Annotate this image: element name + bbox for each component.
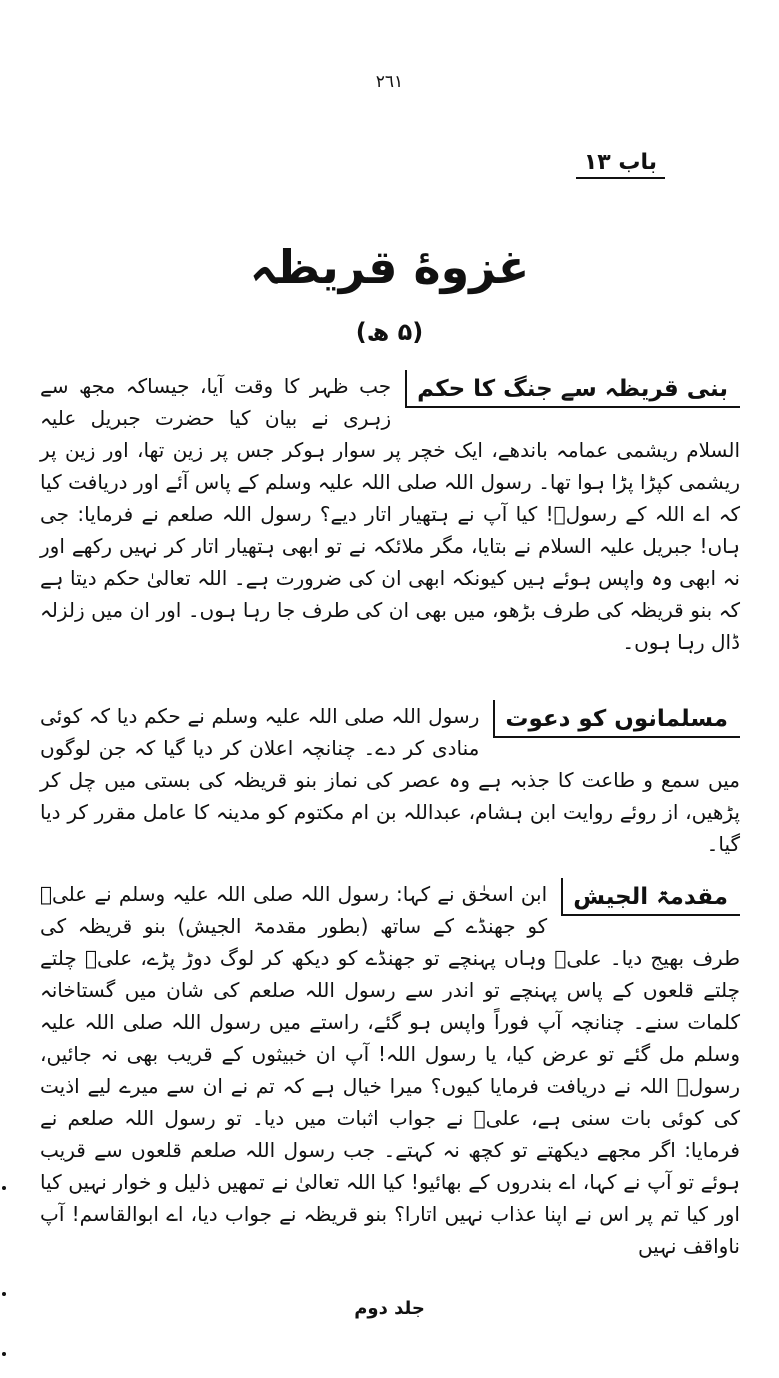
section-text: جب ظہر کا وقت آیا، جیساکہ مجھ سے زہری نے بیان کیا حضرت جبریل علیہ السلام ریشمی عمامہ باندھے، ایک خچر پر سوار ہوکر جس پر زین تھا، اور زین پر ریشمی کپڑا پڑا ہوا تھا۔ رسول اللہ صلی اللہ علیہ وسلم کے پاس آئے اور دریافت کیا کہ اے اللہ کے رسولؐ! کیا آپ نے ہتھیار اتار دیے؟ رسول اللہ صلعم نے فرمایا: جی ہاں! جبریل علیہ السلام نے بتایا، مگر ملائکہ نے تو ابھی ہتھیار اتار کر نہیں رکھے اور نہ ابھی وہ واپس ہوئے ہیں کیونکہ ابھی ان کی ضرورت ہے۔ اللہ تعالیٰ حکم دیتا ہے کہ بنو قریظہ کی طرف بڑھو، میں بھی ان کی طرف جا رہا ہوں۔ اور ان میں زلزلہ ڈال رہا ہوں۔: [40, 374, 740, 654]
section-heading: مقدمۃ الجیش: [561, 878, 740, 916]
page-title: غزوهٔ قریظہ: [249, 240, 530, 294]
section-1: [40, 370, 740, 658]
chapter-label: باب ۱۳: [583, 150, 657, 175]
section-heading: بنی قریظہ سے جنگ کا حکم: [405, 370, 740, 408]
section-text: رسول اللہ صلی اللہ علیہ وسلم نے حکم دیا کہ کوئی منادی کر دے۔ چنانچہ اعلان کر دیا گیا کہ جن لوگوں میں سمع و طاعت کا جذبہ ہے وہ عصر کی نماز بنو قریظہ کی بستی میں چل کر پڑھیں، از روئے روایت ابن ہشام، عبداللہ بن ام مکتوم کو مدینہ کا عامل مقرر کر دیا گیا۔: [40, 704, 740, 856]
page-subtitle: (۵ ھ): [355, 318, 424, 346]
scan-edge-mark: [2, 1186, 6, 1190]
page-number: ٢٦١: [375, 72, 404, 92]
section-heading: مسلمانوں کو دعوت: [493, 700, 740, 738]
scan-edge-mark: [2, 1352, 6, 1356]
volume-footer: جلد دوم: [354, 1298, 425, 1319]
section-3: [40, 878, 740, 1262]
scan-edge-mark: [2, 1292, 6, 1296]
section-text: ابن اسحٰق نے کہا: رسول اللہ صلی اللہ علیہ وسلم نے علیؓ کو جھنڈے کے ساتھ (بطور مقدمۃ الجیش) بنو قریظہ کی طرف بھیج دیا۔ علیؓ وہاں پہنچے تو جھنڈے کو دیکھ کر لوگ دوڑ پڑے، علیؓ چلتے چلتے قلعوں کے پاس پہنچے تو اندر سے رسول اللہ صلعم کی شان میں گستاخانہ کلمات سنے۔ چنانچہ آپ فوراً واپس ہو گئے، راستے میں رسول اللہ صلی اللہ علیہ وسلم مل گئے تو عرض کیا، یا رسول اللہ! آپ ان خبیثوں کے قریب بھی نہ جائیں، رسولؐ اللہ نے دریافت فرمایا کیوں؟ میرا خیال ہے کہ تم نے ان سے میرے لیے اذیت کی کوئی بات سنی ہے، علیؓ نے جواب اثبات میں دیا۔ تو رسول اللہ صلعم نے فرمایا: اگر مجھے دیکھتے تو کچھ نہ کہتے۔ جب رسول اللہ صلعم قلعوں سے قریب ہوئے تو آپ نے کہا، اے بندروں کے بھائیو! کیا اللہ تعالیٰ نے تمھیں ذلیل و خوار نہیں کیا اور کیا تم پر اس نے اپنا عذاب نہیں اتارا؟ بنو قریظہ نے جواب دیا، اے ابوالقاسم! آپ ناواقف نہیں: [40, 882, 740, 1258]
section-2: [40, 700, 740, 860]
